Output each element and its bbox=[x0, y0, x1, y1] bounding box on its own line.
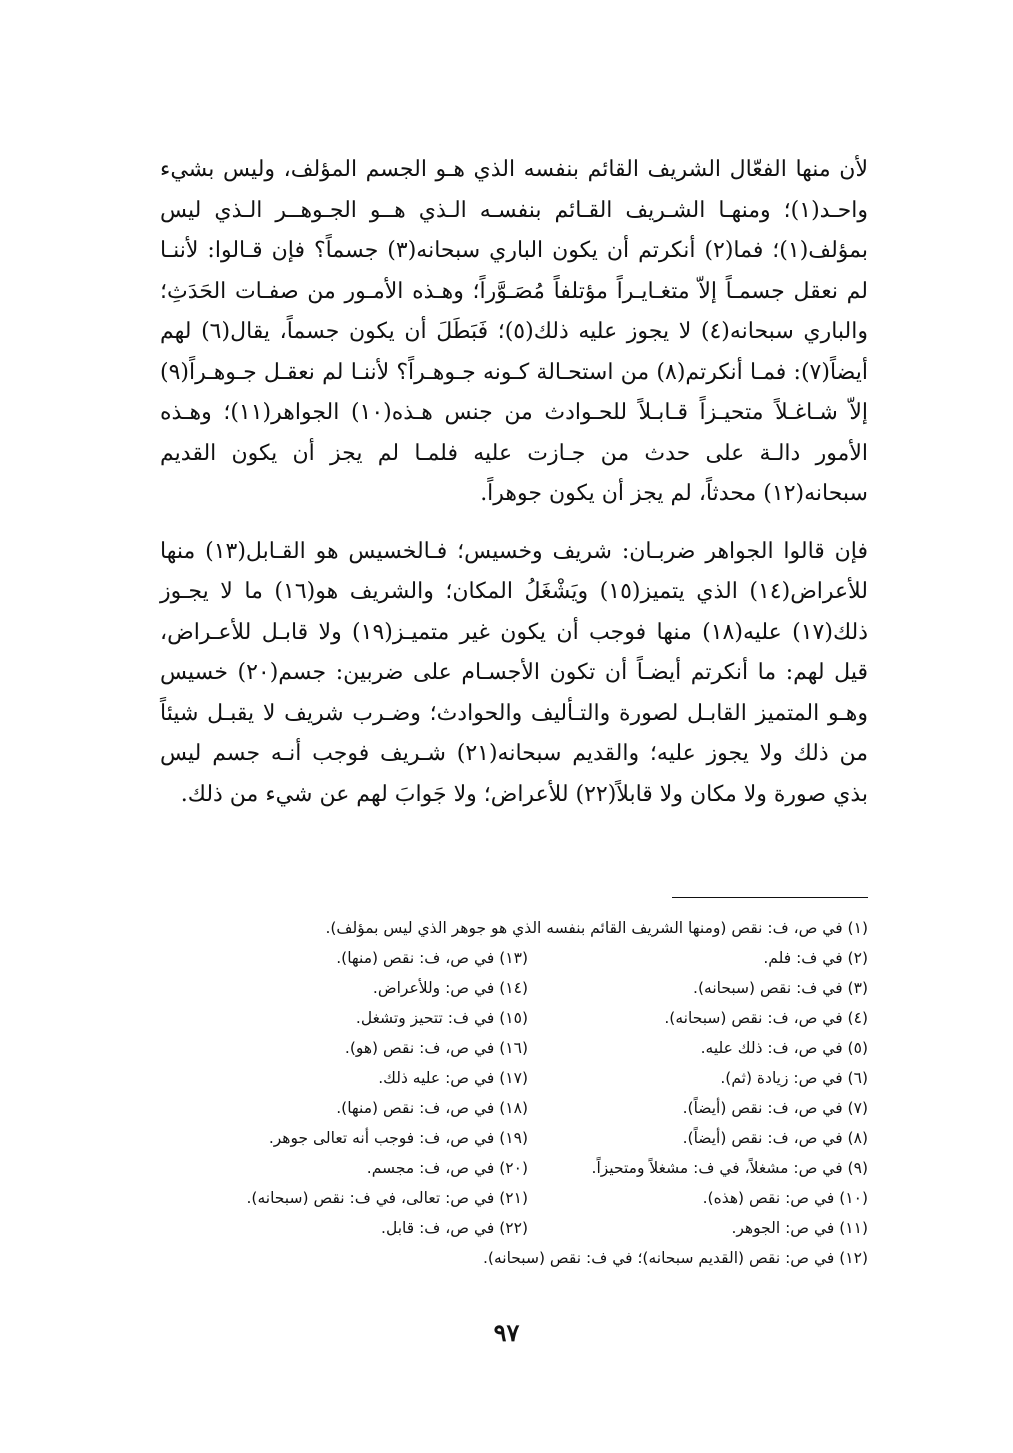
footnote-20: (٢٠) في ص، ف: مجسم. bbox=[366, 1159, 528, 1177]
footnote-4: (٤) في ص، ف: نقص (سبحانه). bbox=[664, 1009, 868, 1027]
footnote-separator bbox=[672, 897, 868, 898]
footnote-3: (٣) في ف: نقص (سبحانه). bbox=[693, 979, 868, 997]
footnote-7: (٧) في ص، ف: نقص (أيضاً). bbox=[682, 1099, 868, 1117]
footnote-6: (٦) في ص: زيادة (ثم). bbox=[720, 1069, 868, 1087]
footnote-14: (١٤) في ص: وللأعراض. bbox=[372, 979, 528, 997]
footnote-18: (١٨) في ص، ف: نقص (منها). bbox=[336, 1099, 528, 1117]
footnote-16: (١٦) في ص، ف: نقص (هو). bbox=[344, 1039, 528, 1057]
footnotes bbox=[160, 913, 868, 1273]
footnote-12: (١٢) في ص: نقص (القديم سبحانه)؛ في ف: نقص (سبحانه). bbox=[482, 1249, 868, 1267]
main-text bbox=[160, 150, 868, 815]
footnote-1: (١) في ص، ف: نقص (ومنها الشريف القائم بنفسه الذي هو جوهر الذي ليس بمؤلف). bbox=[325, 919, 868, 937]
paragraph-2: فإن قالوا الجواهر ضربـان: شريف وخسيس؛ فـالخسيس هو القـابل(١٣) منها للأعراض(١٤) الذي يتميز(١٥) ويَشْغَلُ المكان؛ والشريف هو(١٦) ما لا يجـوز ذلك(١٧) عليه(١٨) منها فوجب أن يكون غير متميـز(١٩) ولا قابـل للأعـراض، قيل لهم: ما أنكرتم أيضـاً أن تكون الأجسـام على ضربين: جسم(٢٠) خسيس وهـو المتميز القابـل لصورة والتـأليف والحوادث؛ وضـرب شريف لا يقبـل شيئاً من ذلك ولا يجوز عليه؛ والقديم سبحانه(٢١) شـريف فوجب أنـه جسم ليس بذي صورة ولا مكان ولا قابلاً(٢٢) للأعراض؛ ولا جَوابَ لهم عن شيء من ذلك. bbox=[160, 538, 869, 807]
footnote-8: (٨) في ص، ف: نقص (أيضاً). bbox=[682, 1129, 868, 1147]
footnote-column-right bbox=[528, 943, 868, 1243]
footnote-9: (٩) في ص: مشغلاً، في ف: مشغلاً ومتحيزاً. bbox=[591, 1159, 868, 1177]
footnote-15: (١٥) في ف: تتحيز وتشغل. bbox=[355, 1009, 528, 1027]
footnote-5: (٥) في ص، ف: ذلك عليه. bbox=[700, 1039, 868, 1057]
footnote-columns bbox=[160, 943, 868, 1243]
footnote-17: (١٧) في ص: عليه ذلك. bbox=[378, 1069, 528, 1087]
paragraph-1: لأن منها الفعّال الشريف القائم بنفسه الذي هـو الجسم المؤلف، وليس بشيء واحـد(١)؛ ومنهـا الشـريف القـائم بنفسـه الـذي هــو الجـوهــر الـذي ليس بمؤلف(١)؛ فما(٢) أنكرتم أن يكون الباري سبحانه(٣) جسماً؟ فإن قـالوا: لأننـا لم نعقل جسمـاً إلاّ متغـايـراً مؤتلفاً مُصَـوَّراً؛ وهـذه الأمـور من صفـات الحَدَثِ؛ والباري سبحانه(٤) لا يجوز عليه ذلك(٥)؛ فَبَطَلَ أن يكون جسماً، يقال(٦) لهم أيضاً(٧): فمـا أنكرتم(٨) من استحـالة كـونه جـوهـراً؟ لأننـا لم نعقـل جـوهـراً(٩) إلاّ شـاغـلاً متحيـزاً قـابـلاً للحـوادث من جنس هـذه(١٠) الجواهر(١١)؛ وهـذه الأمور دالـة على حدث من جـازت عليه فلمـا لم يجز أن يكون القديم سبحانه(١٢) محدثاً، لم يجز أن يكون جوهراً. bbox=[160, 157, 868, 506]
footnote-column-left bbox=[160, 943, 528, 1243]
footnote-10: (١٠) في ص: نقص (هذه). bbox=[702, 1189, 868, 1207]
footnote-2: (٢) في ف: فلم. bbox=[763, 949, 868, 967]
footnote-22: (٢٢) في ص، ف: قابل. bbox=[381, 1219, 528, 1237]
footnote-19: (١٩) في ص، ف: فوجب أنه تعالى جوهر. bbox=[268, 1129, 528, 1147]
footnote-13: (١٣) في ص، ف: نقص (منها). bbox=[336, 949, 528, 967]
page-number: ٩٧ bbox=[493, 1318, 520, 1347]
footnote-21: (٢١) في ص: تعالى، في ف: نقص (سبحانه). bbox=[246, 1189, 528, 1207]
footnote-11: (١١) في ص: الجوهر. bbox=[731, 1219, 868, 1237]
